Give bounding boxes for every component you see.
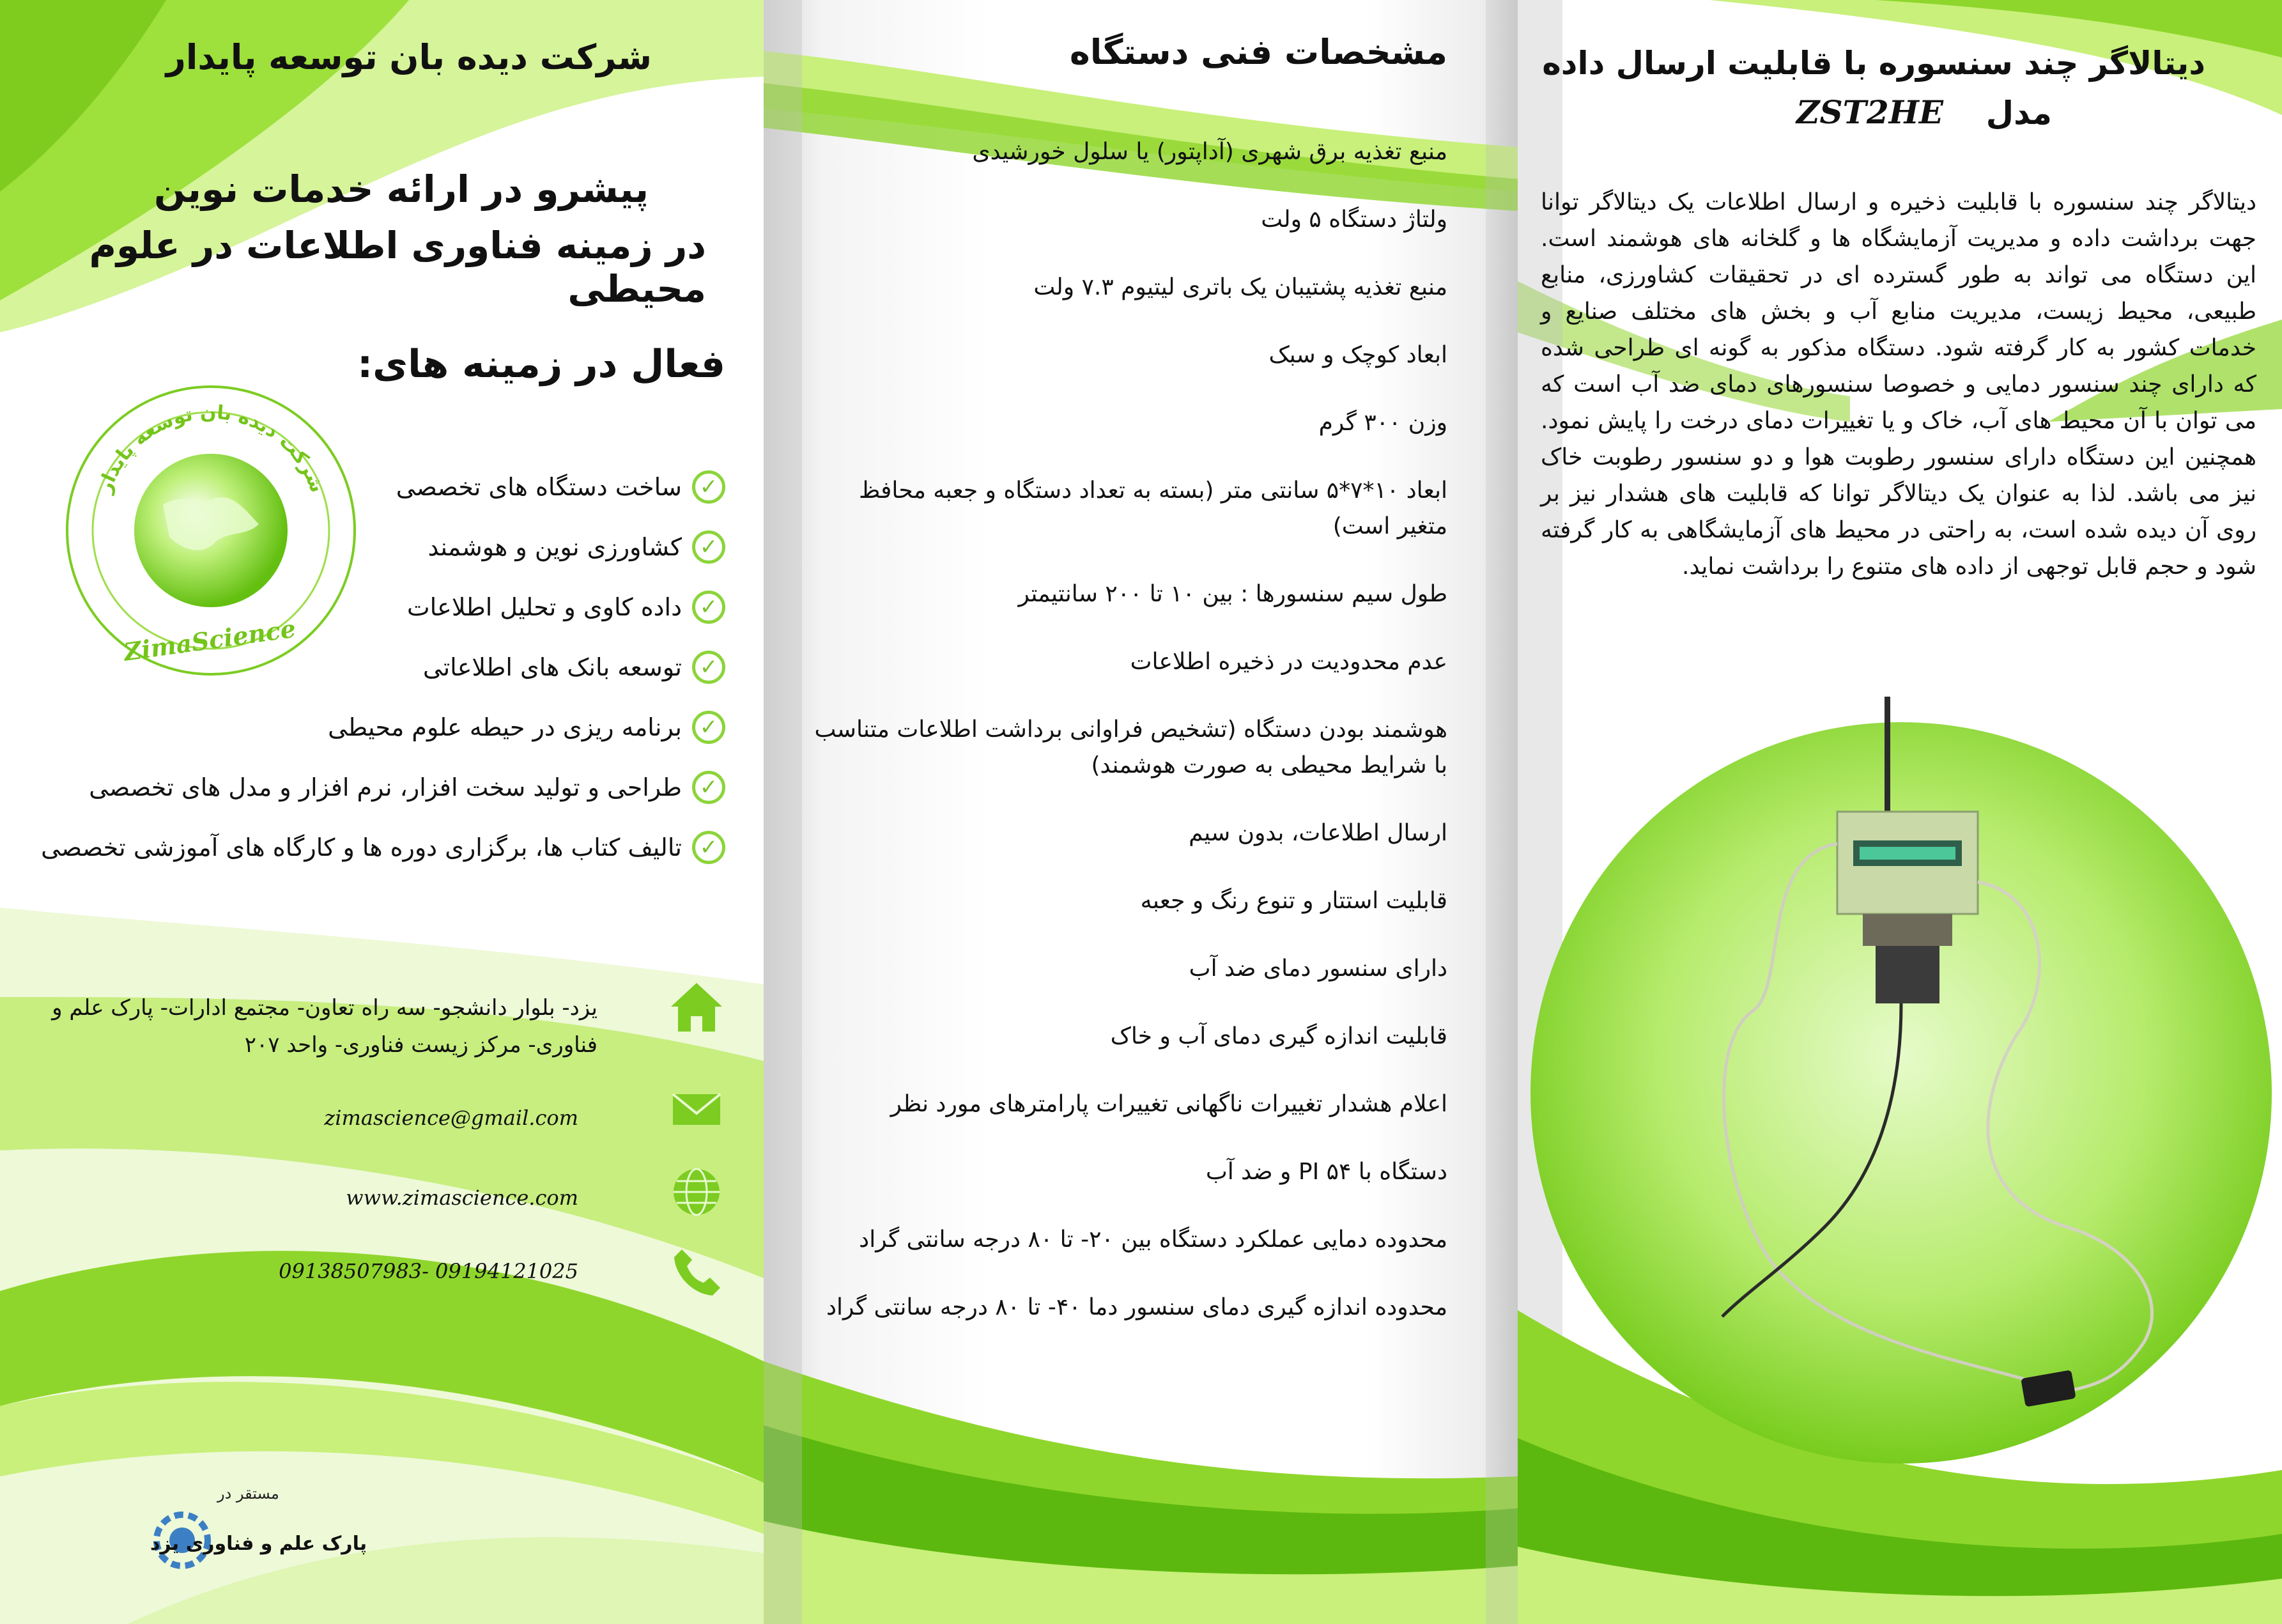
check-circle-icon: ✓ [692, 591, 725, 624]
product-description: دیتالاگر چند سنسوره با قابلیت ذخیره و ارسال اطلاعات یک دیتالاگر توانا جهت برداشت داده و مدیریت آزمایشگاه ها و گلخانه های هوشمند است. این دستگاه می تواند به طور گسترده ای در تحقیقات کشاورزی، منابع طبیعی، محیط زیست، مدیریت منابع آب و بخش های مختلف صنایع و خدمات کشور به کار گرفته شود. دستگاه مذکور به گونه ای طراحی شده که دارای چند سنسور دمایی و خصوصا سنسورهای دمای ضد آب است که می توان با آن محیط های آب، خاک و یا تغییرات دمای درخت را پایش نمود. همچنین این دستگاه دارای سنسور رطوبت هوا و دو سنسور رطوبت خاک نیز می باشد. لذا به عنوان یک دیتالاگر توانا که قابلیت های هشدار نیز بر روی آن دیده شده است، به راحتی در محیط های آزمایشگاهی به کار گرفته شود و حجم قابل توجهی از داده های متنوع را برداشت نماید. [1541, 189, 2256, 580]
check-circle-icon: ✓ [692, 470, 725, 504]
contact-phone[interactable]: 09138507983- 09194121025 [279, 1259, 578, 1283]
device-photo [1518, 652, 2282, 1624]
list-item: ✓ طراحی و تولید سخت افزار، نرم افزار و مدل های تخصصی [22, 757, 725, 817]
check-circle-icon: ✓ [692, 771, 725, 804]
product-model-label: مدل [1985, 95, 2052, 132]
list-item: محدوده اندازه گیری دمای سنسور دما ۴۰- تا ۸۰ درجه سانتی گراد [826, 1294, 1447, 1320]
list-item: ✓ توسعه بانک های اطلاعاتی [22, 637, 725, 697]
list-item: عدم محدودیت در ذخیره اطلاعات [1130, 649, 1447, 675]
contact-address: یزد- بلوار دانشجو- سه راه تعاون- مجتمع ادارات- پارک علم و فناوری- مرکز زیست فناوری- واحد ۲۰۷ [52, 995, 597, 1058]
list-item: منبع تغذیه پشتیبان یک باتری لیتیوم ۷.۳ ولت [1033, 274, 1447, 300]
science-park-logo [26, 1470, 367, 1591]
specifications-title: مشخصات فنی دستگاه [1069, 32, 1447, 72]
active-fields-list [22, 457, 725, 878]
list-item: محدوده دمایی عملکرد دستگاه بین ۲۰- تا ۸۰ درجه سانتی گراد [859, 1226, 1447, 1253]
product-panel [1518, 0, 2282, 1624]
list-item: قابلیت اندازه گیری دمای آب و خاک [1110, 1023, 1447, 1049]
list-item: ابعاد ۱۰*۷*۵ سانتی متر (بسته به تعداد دستگاه و جعبه محافظ متغیر است) [858, 477, 1447, 539]
logo-ring-text: شرکت دیده بان توسعه پایدار [93, 401, 328, 496]
slogan-line-2: در زمینه فناوری اطلاعات در علوم محیطی [89, 224, 706, 311]
list-item: منبع تغذیه برق شهری (آداپتور) یا سلول خورشیدی [972, 139, 1447, 165]
company-name: شرکت دیده بان توسعه پایدار [166, 37, 652, 77]
contact-website[interactable]: www.zimascience.com [346, 1186, 578, 1210]
check-circle-icon: ✓ [692, 831, 725, 864]
active-fields-title: فعال در زمینه های: [357, 342, 725, 387]
specifications-list [802, 134, 1447, 1357]
list-item: ارسال اطلاعات، بدون سیم [1189, 820, 1447, 846]
list-item: هوشمند بودن دستگاه (تشخیص فراوانی برداشت اطلاعات متناسب با شرایط محیطی به صورت هوشمند) [814, 716, 1447, 778]
list-item: ✓ برنامه ریزی در حیطه علوم محیطی [22, 697, 725, 757]
mail-icon [668, 1080, 725, 1138]
list-item: ✓ کشاورزی نوین و هوشمند [22, 517, 725, 577]
list-item: ولتاژ دستگاه ۵ ولت [1261, 206, 1447, 233]
list-item: قابلیت استتار و تنوع رنگ و جعبه [1140, 888, 1447, 914]
globe-icon [668, 1163, 725, 1221]
product-title: دیتالاگر چند سنسوره با قابلیت ارسال داده [1542, 45, 2205, 82]
check-circle-icon: ✓ [692, 711, 725, 744]
product-model-code: ZST2HE [1796, 93, 1943, 131]
list-item: ✓ تالیف کتاب ها، برگزاری دوره ها و کارگاه های آموزشی تخصصی [22, 817, 725, 878]
check-circle-icon: ✓ [692, 651, 725, 684]
logo-brand: ZimaScience [121, 614, 298, 667]
list-item: ابعاد کوچک و سبک [1268, 342, 1447, 368]
list-item: وزن ۳۰۰ گرم [1318, 410, 1447, 436]
park-caption: مستقر در [217, 1485, 279, 1503]
check-circle-icon: ✓ [692, 530, 725, 564]
list-item: اعلام هشدار تغییرات ناگهانی تغییرات پارامترهای مورد نظر [890, 1091, 1447, 1117]
list-item: ✓ ساخت دستگاه های تخصصی [22, 457, 725, 517]
contact-email[interactable]: zimascience@gmail.com [324, 1106, 578, 1130]
list-item: دستگاه با PI ۵۴ و ضد آب [1205, 1159, 1447, 1185]
list-item: ✓ داده کاوی و تحلیل اطلاعات [22, 577, 725, 637]
park-name: پارک علم و فناوری یزد [150, 1533, 367, 1555]
phone-icon [668, 1243, 725, 1301]
specifications-panel [764, 0, 1518, 1624]
list-item: دارای سنسور دمای ضد آب [1189, 955, 1447, 982]
list-item: طول سیم سنسورها : بین ۱۰ تا ۲۰۰ سانتیمتر [1018, 581, 1447, 607]
contact-panel [0, 0, 764, 1624]
slogan-line-1: پیشرو در ارائه خدمات نوین [153, 167, 649, 211]
home-icon [668, 978, 725, 1035]
